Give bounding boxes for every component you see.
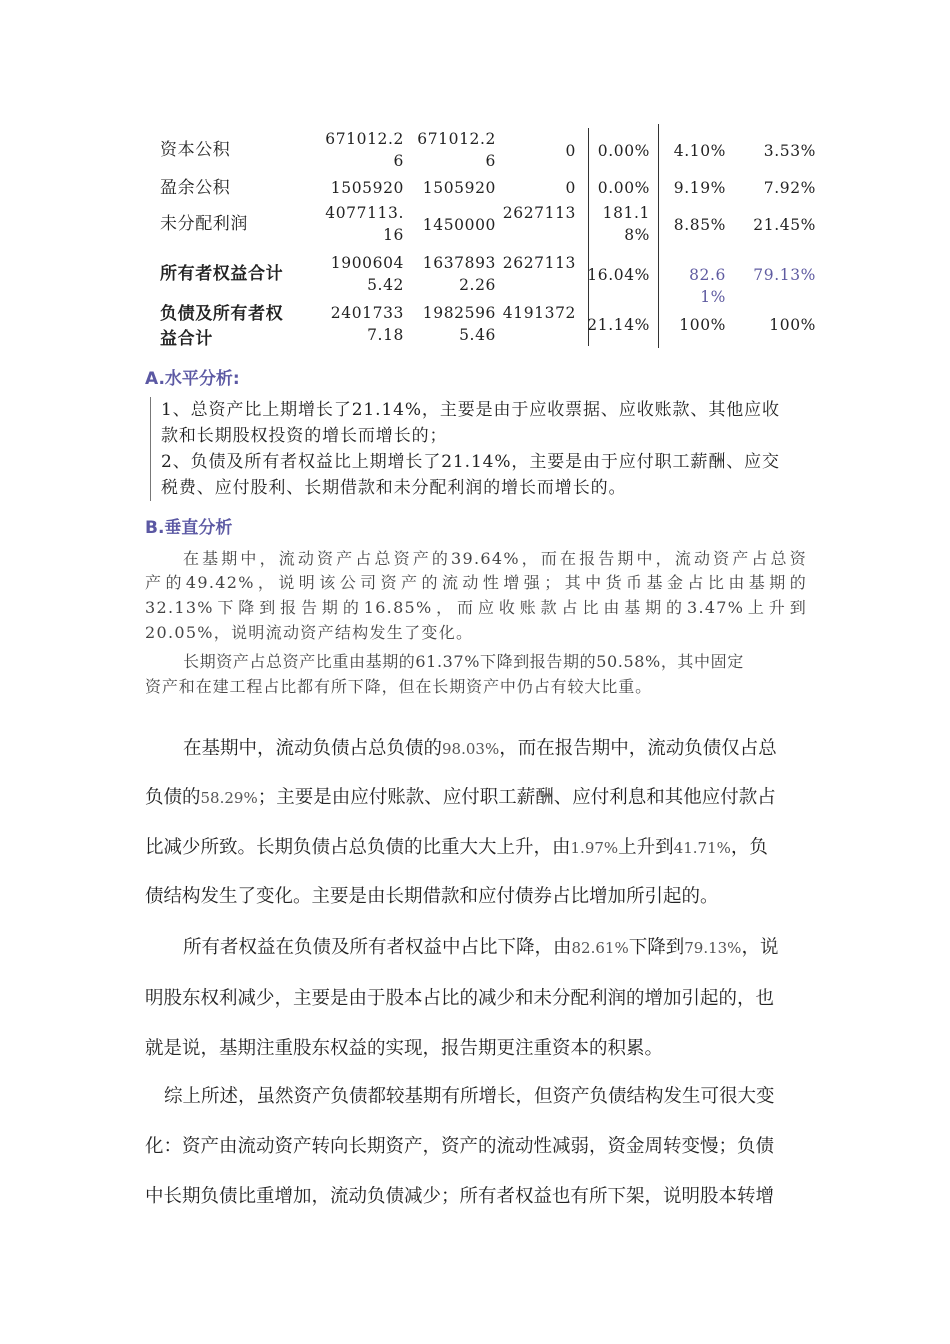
paragraph-line: 中长期负债比重增加，流动负债减少；所有者权益也有所下架，说明股本转增 xyxy=(145,1186,775,1207)
number-run: 79.13% xyxy=(684,939,742,957)
change-rate: 0.00% xyxy=(597,142,650,160)
current-value: 24017337.18 xyxy=(330,304,404,344)
text-run: 负债的 xyxy=(145,787,201,808)
report-share: 3.53% xyxy=(763,142,816,160)
horizontal-analysis-box xyxy=(150,397,816,501)
text-run: 就是说，基期注重股东权益的实现，报告期更注重资本的积累。 xyxy=(145,1038,664,1059)
text-run: ，而在报告期中，流动负债仅占总 xyxy=(499,738,777,759)
row-label: 所有者权益合计 xyxy=(160,264,284,284)
section-b-heading: B.垂直分析 xyxy=(145,518,233,538)
number-run: 82.61% xyxy=(571,939,629,957)
prior-value: 19825965.46 xyxy=(422,304,496,344)
base-share: 4.10% xyxy=(673,142,726,160)
change-rate: 16.04% xyxy=(587,266,650,284)
text-run: 下降到 xyxy=(628,937,685,958)
report-share: 79.13% xyxy=(753,266,816,284)
current-value: 671012.26 xyxy=(325,130,404,170)
change-amount: 2627113 xyxy=(502,204,576,222)
prior-value: 671012.26 xyxy=(417,130,496,170)
change-amount: 0 xyxy=(565,142,576,160)
analysis-line: 资产和在建工程占比都有所下降，但在长期资产中仍占有较大比重。 xyxy=(145,677,653,696)
paragraph-line: 综上所述，虽然资产负债都较基期有所增长，但资产负债结构发生可很大变 xyxy=(164,1086,775,1107)
current-value: 19006045.42 xyxy=(330,254,404,294)
text-run: 比减少所致。长期负债占总负债的比重大大上升，由 xyxy=(145,837,571,858)
change-amount: 2627113 xyxy=(502,254,576,272)
analysis-line: 2、负债及所有者权益比上期增长了21.14%，主要是由于应付职工薪酬、应交 xyxy=(161,452,780,472)
analysis-line: 税费、应付股利、长期借款和未分配利润的增长而增长的。 xyxy=(161,478,627,498)
current-value: 1505920 xyxy=(330,179,404,197)
section-a-heading: A.水平分析: xyxy=(145,369,240,389)
analysis-line: 产的49.42%，说明该公司资产的流动性增强；其中货币基金占比由基期的 xyxy=(145,573,807,592)
change-rate: 21.14% xyxy=(587,316,650,334)
row-label: 未分配利润 xyxy=(160,214,248,234)
paragraph-line xyxy=(183,935,847,961)
paragraph-line xyxy=(145,986,809,1012)
change-amount: 4191372 xyxy=(502,304,576,322)
table-divider xyxy=(658,124,659,348)
paragraph-line xyxy=(183,736,847,762)
analysis-line: 款和长期股权投资的增长而增长的； xyxy=(161,426,448,446)
text-run: 上升到 xyxy=(618,837,674,858)
paragraph-line xyxy=(145,1036,809,1062)
prior-value: 1450000 xyxy=(422,216,496,234)
text-run: ，说 xyxy=(741,937,779,958)
analysis-line: 在基期中，流动资产占总资产的39.64%，而在报告期中，流动资产占总资 xyxy=(183,549,807,568)
row-label: 负债及所有者权益合计 xyxy=(160,304,284,349)
analysis-line: 32.13%下降到报告期的16.85%，而应收账款占比由基期的3.47%上升到 xyxy=(145,598,807,617)
change-amount: 0 xyxy=(565,179,576,197)
text-run: 债结构发生了变化。主要是由长期借款和应付债券占比增加所引起的。 xyxy=(145,886,719,907)
base-share: 9.19% xyxy=(673,179,726,197)
number-run: 41.71% xyxy=(673,839,731,857)
paragraph-line: 化：资产由流动资产转向长期资产，资产的流动性减弱，资金周转变慢；负债 xyxy=(145,1136,775,1157)
report-share: 100% xyxy=(769,316,816,334)
prior-value: 1505920 xyxy=(422,179,496,197)
analysis-line: 20.05%，说明流动资产结构发生了变化。 xyxy=(145,623,474,642)
change-rate: 0.00% xyxy=(597,179,650,197)
number-run: 1.97% xyxy=(570,839,619,857)
row-label: 资本公积 xyxy=(160,140,231,160)
text-run: ，负 xyxy=(730,837,768,858)
base-share: 82.61% xyxy=(689,266,726,306)
report-share: 21.45% xyxy=(753,216,816,234)
text-run: ；主要是由应付账款、应付职工薪酬、应付利息和其他应付款占 xyxy=(257,787,776,808)
row-label: 盈余公积 xyxy=(160,178,231,198)
analysis-line: 长期资产占总资产比重由基期的61.37%下降到报告期的50.58%，其中固定 xyxy=(183,652,744,671)
report-share: 7.92% xyxy=(763,179,816,197)
base-share: 8.85% xyxy=(673,216,726,234)
paragraph-line xyxy=(145,884,809,910)
text-run: 明股东权利减少，主要是由于股本占比的减少和未分配利润的增加引起的，也 xyxy=(145,988,775,1009)
number-run: 58.29% xyxy=(200,789,258,807)
text-run: 所有者权益在负债及所有者权益中占比下降，由 xyxy=(183,937,572,958)
change-rate: 181.18% xyxy=(602,204,650,244)
prior-value: 16378932.26 xyxy=(422,254,496,294)
paragraph-line xyxy=(145,835,809,861)
text-run: 在基期中，流动负债占总负债的 xyxy=(183,738,443,759)
base-share: 100% xyxy=(679,316,726,334)
current-value: 4077113.16 xyxy=(325,204,404,244)
number-run: 98.03% xyxy=(442,740,500,758)
paragraph-line xyxy=(145,785,809,811)
analysis-line: 1、总资产比上期增长了21.14%，主要是由于应收票据、应收账款、其他应收 xyxy=(161,400,780,420)
